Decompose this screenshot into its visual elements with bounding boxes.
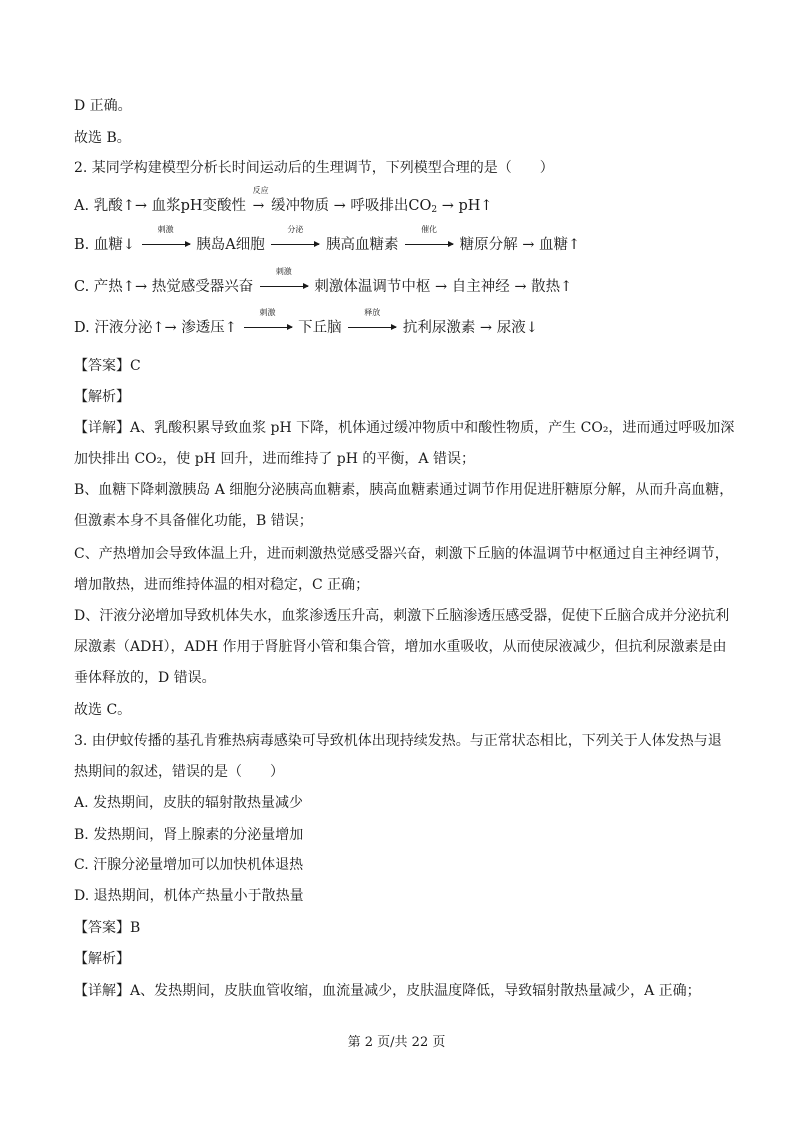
text-line: 故选 B。 [74,130,131,146]
option-d-part: 下丘脑 [298,320,342,336]
arrow-label: 分泌 [287,225,304,234]
analysis-label: 【解析】 [74,389,130,405]
option-b-part: 糖原分解 → 血糖↑ [459,237,581,253]
option-a-part: A. 乳酸↑→ 血浆pH变酸性 [74,198,247,214]
explanation-line: B、血糖下降刺激胰岛 A 细胞分泌胰高血糖素，胰高血糖素通过调节作用促进肝糖原分解，从而升高血糖， [74,482,734,498]
question-3-option-d: D. 退热期间，机体产热量小于散热量 [74,888,304,904]
option-c-part: C. 产热↑→ 热觉感受器兴奋 [74,279,254,295]
explanation-line: 【详解】A、发热期间，皮肤血管收缩，血流量减少，皮肤温度降低，导致辐射散热量减少，A 正确； [74,983,701,999]
explanation-line: 加快排出 CO₂，使 pH 回升，进而维持了 pH 的平衡，A 错误； [74,451,475,467]
option-a-part: 缓冲物质 → 呼吸排出CO [270,198,432,214]
arrow-icon [271,225,319,255]
question-2-option-a [74,186,493,220]
explanation-line: 增加散热，进而维持体温的相对稳定，C 正确； [74,577,370,593]
option-c-part: 刺激体温调节中枢 → 自主神经 → 散热↑ [314,279,573,295]
arrow-icon [348,308,396,338]
arrow-label: 催化 [421,225,438,234]
answer-label: 【答案】C [74,358,141,374]
analysis-label: 【解析】 [74,951,130,967]
question-2-option-d [74,308,538,338]
question-3-option-a: A. 发热期间，皮肤的辐射散热量减少 [74,795,304,811]
question-3-option-b: B. 发热期间，肾上腺素的分泌量增加 [74,827,304,843]
explanation-line: D、汗液分泌增加导致机体失水，血浆渗透压升高，刺激下丘脑渗透压感受器，促使下丘脑合成并分泌抗利 [74,608,730,624]
option-b-part: 胰高血糖素 [325,237,399,253]
arrow-icon [405,225,453,255]
subscript: 2 [431,205,438,215]
question-3-stem: 热期间的叙述，错误的是（ ） [74,764,284,780]
question-3-option-c: C. 汗腺分泌量增加可以加快机体退热 [74,857,304,873]
text-line: D 正确。 [74,98,132,114]
answer-label: 【答案】B [74,920,141,936]
arrow-label: 刺激 [157,225,174,234]
question-2-option-b [74,225,581,255]
option-b-part: B. 血糖↓ [74,237,136,253]
explanation-line: 垂体释放的，D 错误。 [74,670,216,686]
explanation-line: C、产热增加会导致体温上升，进而刺激热觉感受器兴奋，刺激下丘脑的体温调节中枢通过自主神经调节， [74,546,729,562]
option-d-part: 抗利尿激素 → 尿液↓ [402,320,538,336]
arrow-icon [260,267,308,297]
explanation-line: 【详解】A、乳酸积累导致血浆 pH 下降，机体通过缓冲物质中和酸性物质，产生 CO₂，进而通过呼吸加深 [74,420,735,436]
text-line: 故选 C。 [74,702,132,718]
arrow-label: 释放 [364,308,381,317]
explanation-line: 尿激素（ADH），ADH 作用于肾脏肾小管和集合管，增加水重吸收，从而使尿液减少，但抗利尿激素是由 [74,639,727,655]
arrow-icon: 反应 → [252,186,269,214]
arrow-icon [142,225,190,255]
option-a-part: → pH↑ [441,198,493,214]
arrow-icon [244,308,292,338]
option-b-part: 胰岛A细胞 [196,237,265,253]
page-number: 第 2 页/共 22 页 [347,1035,446,1050]
explanation-line: 但激素本身不具备催化功能，B 错误； [74,513,313,529]
question-2-stem: 2. 某同学构建模型分析长时间运动后的生理调节，下列模型合理的是（ ） [74,160,554,176]
arrow-label: 刺激 [275,267,292,276]
question-2-option-c [74,267,573,297]
option-d-part: D. 汗液分泌↑→ 渗透压↑ [74,320,237,336]
arrow-label: 刺激 [259,308,276,317]
arrow-label: 反应 [252,186,269,195]
question-3-stem: 3. 由伊蚊传播的基孔肯雅热病毒感染可导致机体出现持续发热。与正常状态相比，下列关于人体发热与退 [74,733,722,749]
